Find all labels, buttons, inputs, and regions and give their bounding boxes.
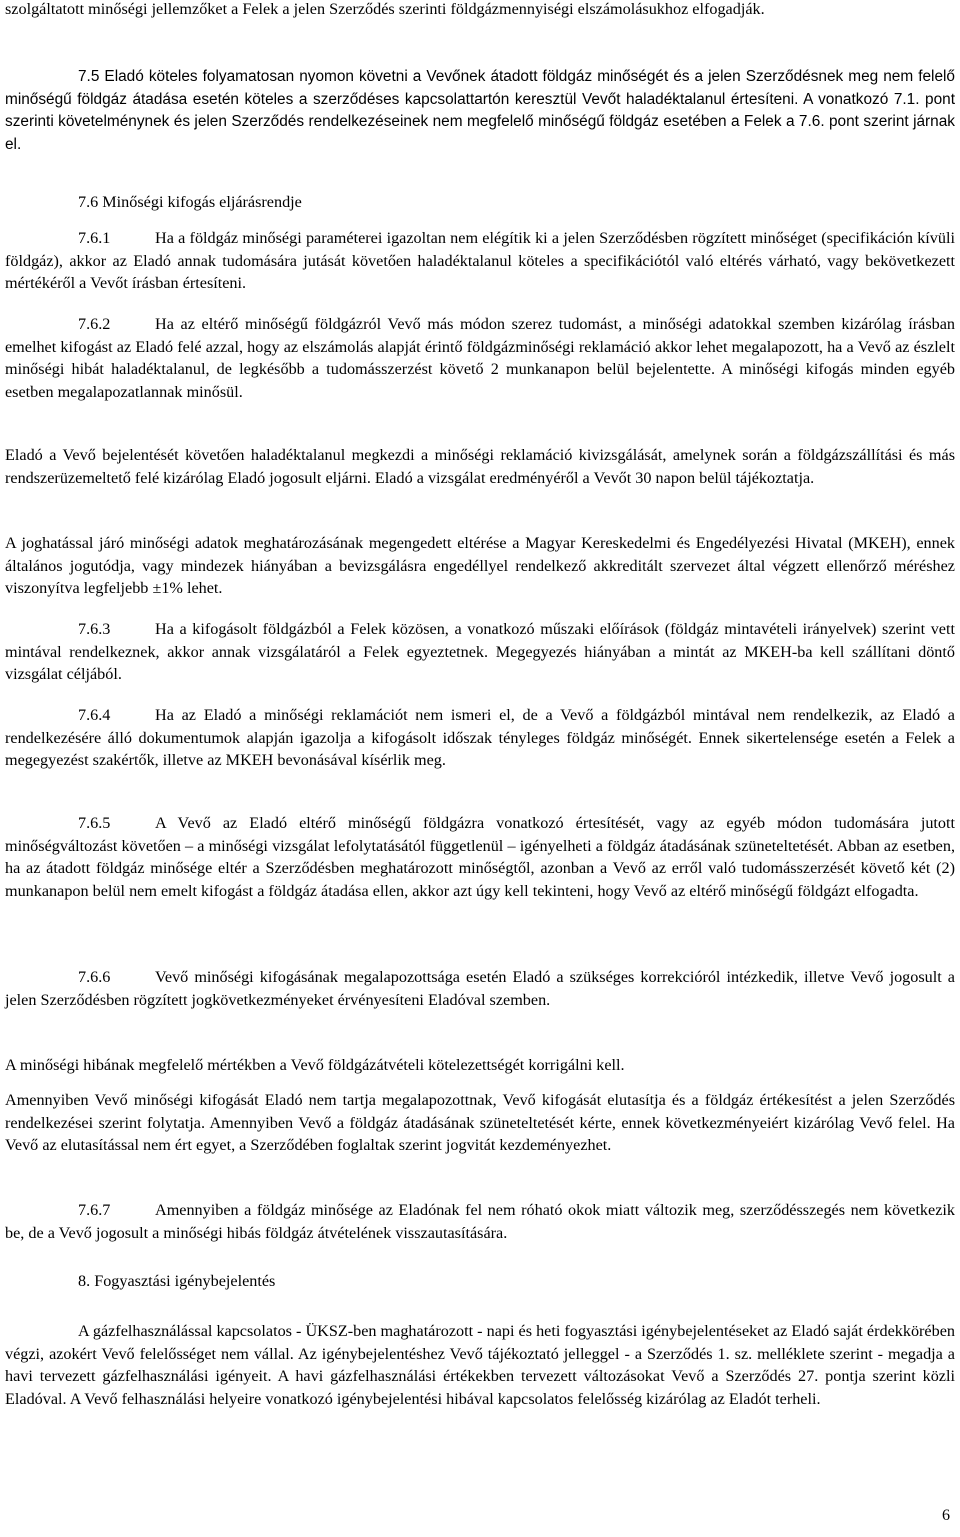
paragraph-7-6-6 [5, 966, 955, 1011]
clause-text: Vevő minőségi kifogásának megalapozottsága esetén Eladó a szükséges korrekcióról intézkedik, illetve Vevő jogosult a jelen Szerződésben rögzített jogkövetkezményeket érvényesíteni Eladóval szemben. [5, 968, 955, 1009]
paragraph-7-6-3 [5, 618, 955, 686]
paragraph-7-6-2 [5, 313, 955, 403]
clause-text: A Vevő az Eladó eltérő minőségű földgázra vonatkozó értesítését, vagy az egyéb módon tudomására jutott minőségváltozást követően – a minőségi vizsgálat lefolytatásától függetlenül – igényelheti a földgáz átadásának szüneteltetését. Abban az esetben, ha az átadott földgáz minősége eltér a Szerződésben meghatározott minőségtől, azonban a Vevő az erről való tudomásszerzését követő két (2) munkanapon belül nem emelt kifogást a földgáz átadása ellen, akkor azt úgy kell tekinteni, hogy Vevő az eltérő minőségű földgázt elfogadta. [5, 814, 955, 900]
page-number: 6 [942, 1507, 950, 1524]
paragraph-hiba: A minőségi hibának megfelelő mértékben a Vevő földgázátvételi kötelezettségét korrigálni kell. [5, 1056, 625, 1074]
paragraph-amennyiben: Amennyiben Vevő minőségi kifogását Eladó nem tartja megalapozottnak, Vevő kifogását elutasítja és a földgáz értékesítést a jelen Szerződés rendelkezései szerint folytatja. Amennyiben Vevő a földgáz átadásának szüneteltetését kérte, ennek következményeiért kizárólag Vevő felel. Ha Vevő az elutasítással nem ért egyet, a Szerződében foglaltak szerint jogvitát kezdeményezhet. [5, 1091, 955, 1155]
paragraph-continuation: szolgáltatott minőségi jellemzőket a Felek a jelen Szerződés szerinti földgázmennyiségi elszámolásukhoz elfogadják. [5, 0, 765, 18]
paragraph-elado: Eladó a Vevő bejelentését követően haladéktalanul megkezdi a minőségi reklamáció kivizsgálását, amelynek során a földgázszállítási és más rendszerüzemeltető felé kizárólag Eladó jogosult eljárni. Eladó a vizsgálat eredményéről a Vevőt 30 napon belül tájékoztatja. [5, 446, 955, 487]
clause-number: 7.6.1 [78, 229, 111, 247]
paragraph-8: A gázfelhasználással kapcsolatos - ÜKSZ-ben maghatározott - napi és heti fogyasztási igénybejelentéseket az Eladó saját érdekkörében végzi, azokért Vevő felelősséget nem vállal. Az igénybejelentéshez Vevő tájékoztató jelleggel - a Szerződés 1. sz. melléklete szerint - megadja a havi tervezett gázfelhasználási igényeit. A havi gázfelhasználási értékekben tervezett változásokat Vevő a Szerződés 27. pontja szerint közli Eladóval. A Vevő felhasználási helyeire vonatkozó igénybejelentési hibával kapcsolatos felelősség kizárólag az Eladót terheli. [5, 1322, 955, 1408]
clause-text: Ha a földgáz minőségi paraméterei igazoltan nem elégítik ki a jelen Szerződésben rögzített minőséget (specifikáción kívüli földgáz), akkor az Eladó annak tudomására jutását követően haladéktalanul köteles a specifikációtól való eltérés várható, vagy bekövetkezett mértékéről a Vevőt írásban értesíteni. [5, 229, 955, 293]
clause-number: 7.6.7 [78, 1201, 111, 1219]
clause-text: Amennyiben a földgáz minősége az Eladónak fel nem róható okok miatt változik meg, szerződésszegés nem következik be, de a Vevő jogosult a minőségi hibás földgáz átvételének visszautasítására. [5, 1201, 955, 1242]
section-heading-8: 8. Fogyasztási igénybejelentés [78, 1272, 276, 1290]
paragraph-7-6-1 [5, 227, 955, 295]
clause-number: 7.6.5 [78, 814, 111, 832]
paragraph-7-5: 7.5 Eladó köteles folyamatosan nyomon követni a Vevőnek átadott földgáz minőségét és a jelen Szerződésnek meg nem felelő minőségű földgáz átadása esetén köteles a szerződéses kapcsolattartón keresztül Vevőt haladéktalanul értesíteni. A vonatkozó 7.1. pont szerinti követelménynek és jelen Szerződés rendelkezéseinek nem megfelelő minőségű földgáz esetében a Felek a 7.6. pont szerint járnak el. [5, 68, 955, 153]
clause-number: 7.6.6 [78, 968, 111, 986]
clause-number: 7.6.2 [78, 315, 111, 333]
section-heading-7-6: 7.6 Minőségi kifogás eljárásrendje [78, 193, 302, 211]
clause-text: Ha a kifogásolt földgázból a Felek közösen, a vonatkozó műszaki előírások (földgáz mintavételi irányelvek) szerint vett mintával rendelkeznek, akkor annak vizsgálatáról a Felek egyeztetnek. Megegyezés hiányában a mintát az MKEH-ba kell szállítani döntő vizsgálat céljából. [5, 620, 955, 684]
paragraph-7-6-5 [5, 812, 955, 902]
paragraph-joghatas: A joghatással járó minőségi adatok meghatározásának megengedett eltérése a Magyar Kereskedelmi és Engedélyezési Hivatal (MKEH), ennek általános jogutódja, vagy mindezek hiányában a bevizsgálásra engedéllyel rendelkező akkreditált szervezet által végzett ellenőrző méréshez viszonyítva legfeljebb ±1% lehet. [5, 534, 955, 598]
clause-number: 7.6.4 [78, 706, 111, 724]
paragraph-7-6-7 [5, 1199, 955, 1244]
clause-text: Ha az Eladó a minőségi reklamációt nem ismeri el, de a Vevő a földgázból mintával nem rendelkezik, az Eladó a rendelkezésére álló dokumentumok alapján igazolja a kifogásolt időszak tényleges földgáz minőségét. Ennek sikertelensége esetén a Felek a megegyezést szakértők, illetve az MKEH bevonásával kísérlik meg. [5, 706, 955, 770]
clause-number: 7.6.3 [78, 620, 111, 638]
clause-text: Ha az eltérő minőségű földgázról Vevő más módon szerez tudomást, a minőségi adatokkal szemben kizárólag írásban emelhet kifogást az Eladó felé azzal, hogy az elszámolás alapját érintő földgázminőségi reklamáció akkor lehet megalapozott, ha a Vevő az észlelt minőségi hibát haladéktalanul, de legkésőbb a tudomásszerzést követő 2 munkanapon belül bejelentette. A minőségi kifogás minden egyéb esetben megalapozatlannak minősül. [5, 315, 955, 401]
paragraph-7-6-4 [5, 704, 955, 772]
